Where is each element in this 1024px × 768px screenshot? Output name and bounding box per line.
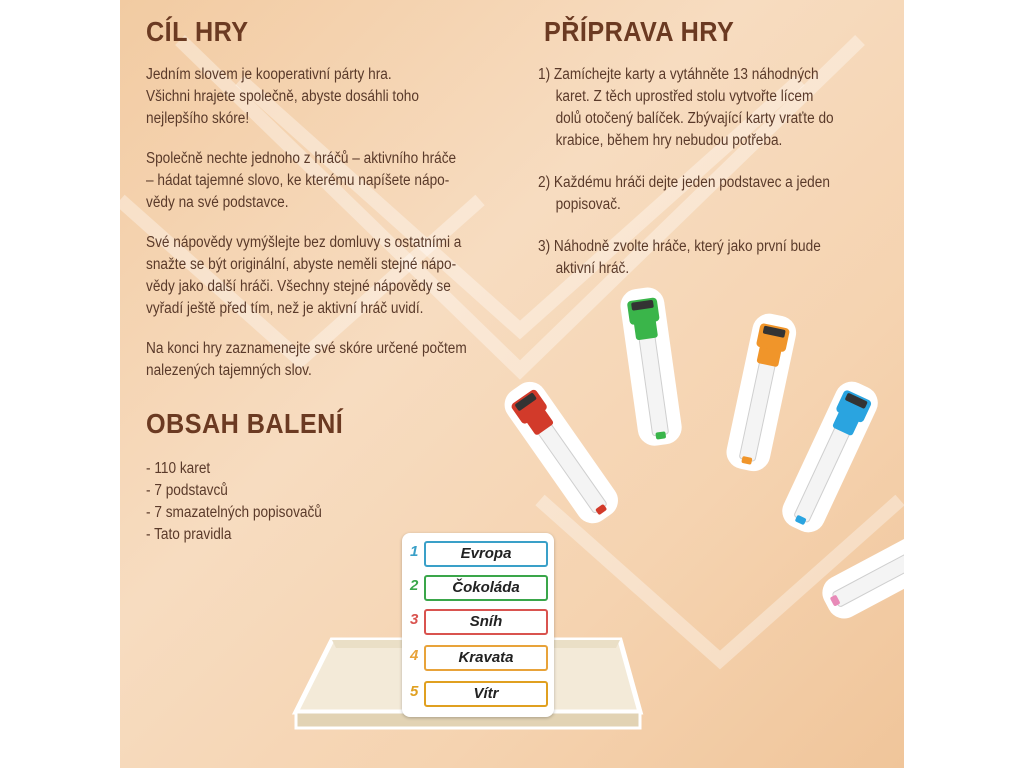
goal-paragraph-4: Na konci hry zaznamenejte své skóre určené počtem nalezených tajemných slov. — [146, 340, 467, 379]
setup-step-2: 2) Každému hráči dejte jeden podstavec a jeden popisovač. — [538, 174, 830, 213]
card-row-number: 5 — [410, 683, 419, 700]
goal-title: CÍL HRY — [146, 16, 249, 47]
card-row-word: Evropa — [424, 541, 548, 567]
setup-title: PŘÍPRAVA HRY — [544, 16, 735, 47]
card-row-word: Sníh — [424, 609, 548, 635]
setup-step-1: 1) Zamíchejte karty a vytáhněte 13 náhodných karet. Z těch uprostřed stolu vytvořte lícem dolů otočený balíček. Zbývající karty vraťte do krabice, během hry nebudou potřeba. — [538, 66, 834, 149]
card-row — [410, 681, 554, 707]
goal-paragraph-3: Své nápovědy vymýšlejte bez domluvy s ostatními a snažte se být originální, abyste neměli stejné nápo- vědy jako další hráči. Všechny stejné nápovědy se vyřadí ještě před tím, než je aktivní hráč uvidí. — [146, 234, 462, 317]
card-row-number: 4 — [410, 647, 419, 664]
card-row-number: 3 — [410, 611, 419, 628]
card-row — [410, 541, 554, 567]
clue-card — [402, 533, 554, 717]
goal-paragraph-2: Společně nechte jednoho z hráčů – aktivního hráče – hádat tajemné slovo, ke kterému napíšete nápo- vědy na své podstavce. — [146, 150, 457, 211]
card-row — [410, 645, 554, 671]
card-row — [410, 609, 554, 635]
card-row-word: Kravata — [424, 645, 548, 671]
goal-paragraph-1: Jedním slovem je kooperativní párty hra. Všichni hrajete společně, abyste dosáhli toho nejlepšího skóre! — [146, 66, 419, 127]
contents-item: - 7 smazatelných popisovačů — [146, 504, 322, 521]
contents-item: - 110 karet — [146, 460, 211, 477]
rules-page — [120, 0, 904, 768]
card-row-word: Čokoláda — [424, 575, 548, 601]
card-row-word: Vítr — [424, 681, 548, 707]
contents-item: - Tato pravidla — [146, 526, 232, 543]
contents-item: - 7 podstavců — [146, 482, 228, 499]
card-row-number: 1 — [410, 543, 419, 560]
card-row — [410, 575, 554, 601]
setup-step-3: 3) Náhodně zvolte hráče, který jako první bude aktivní hráč. — [538, 238, 821, 277]
card-row-number: 2 — [410, 577, 419, 594]
contents-title: OBSAH BALENÍ — [146, 408, 344, 439]
